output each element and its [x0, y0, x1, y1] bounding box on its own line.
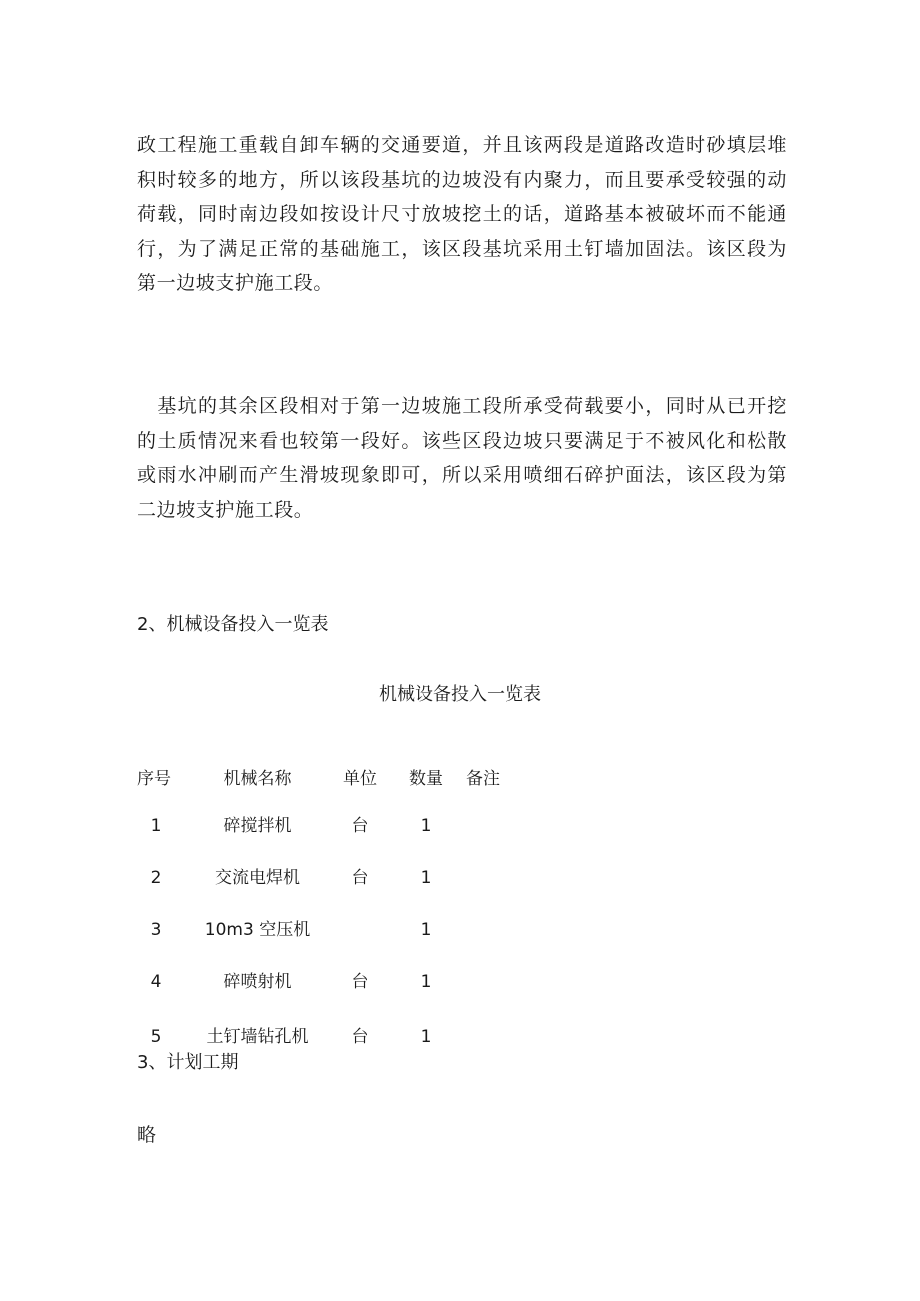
paragraph-line: 荷载，同时南边段如按设计尺寸放坡挖土的话，道路基本被破坏而不能通 [137, 203, 787, 225]
table-row-seq: 2 [150, 868, 162, 888]
table-row-unit: 台 [351, 868, 369, 888]
table-row-name: 碎喷射机 [223, 972, 292, 992]
table-row-qty: 1 [420, 972, 432, 992]
paragraph-line: 的土质情况来看也较第一段好。该些区段边坡只要满足于不被风化和松散 [137, 429, 787, 452]
table-row-seq: 3 [150, 920, 162, 940]
paragraph-line: 或雨水冲刷而产生滑坡现象即可，所以采用喷细石碎护面法，该区段为第 [137, 464, 787, 486]
table-row-seq: 1 [150, 816, 162, 836]
table-row-qty: 1 [420, 920, 432, 940]
paragraph-line: 二边坡支护施工段。 [137, 498, 314, 521]
section-heading-schedule: 3、计划工期 [137, 1052, 239, 1073]
table-title: 机械设备投入一览表 [379, 684, 541, 705]
paragraph-line: 积时较多的地方，所以该段基坑的边坡没有内聚力，而且要承受较强的动 [137, 168, 787, 191]
table-row-unit: 台 [351, 972, 369, 992]
table-row-qty: 1 [420, 816, 432, 836]
table-row-unit: 台 [351, 1027, 369, 1047]
table-header-seq: 序号 [137, 769, 171, 789]
table-row-seq: 5 [150, 1027, 162, 1047]
table-row-name: 10m3 空压机 [204, 920, 311, 940]
paragraph-slope-section-two [137, 389, 787, 527]
table-header-qty: 数量 [409, 769, 443, 789]
paragraph-line: 行，为了满足正常的基础施工，该区段基坑采用土钉墙加固法。该区段为 [137, 237, 787, 260]
table-row-seq: 4 [150, 972, 162, 992]
table-row-qty: 1 [420, 1027, 432, 1047]
table-row-name: 土钉墙钻孔机 [206, 1027, 309, 1047]
table-header-note: 备注 [466, 769, 500, 789]
paragraph-line: 第一边坡支护施工段。 [137, 272, 334, 294]
schedule-body-text: 略 [137, 1124, 157, 1146]
table-row-unit: 台 [351, 816, 369, 836]
paragraph-line: 基坑的其余区段相对于第一边坡施工段所承受荷载要小，同时从已开挖 [137, 395, 787, 417]
table-row-name: 碎搅拌机 [223, 816, 292, 836]
paragraph-line: 政工程施工重载自卸车辆的交通要道，并且该两段是道路改造时砂填层堆 [137, 134, 787, 156]
table-row-qty: 1 [420, 868, 432, 888]
table-header-unit: 单位 [343, 769, 377, 789]
paragraph-slope-section-one [137, 128, 787, 301]
table-header-name: 机械名称 [223, 769, 292, 789]
section-heading-equipment: 2、机械设备投入一览表 [137, 614, 329, 635]
table-row-name: 交流电焊机 [215, 868, 300, 888]
